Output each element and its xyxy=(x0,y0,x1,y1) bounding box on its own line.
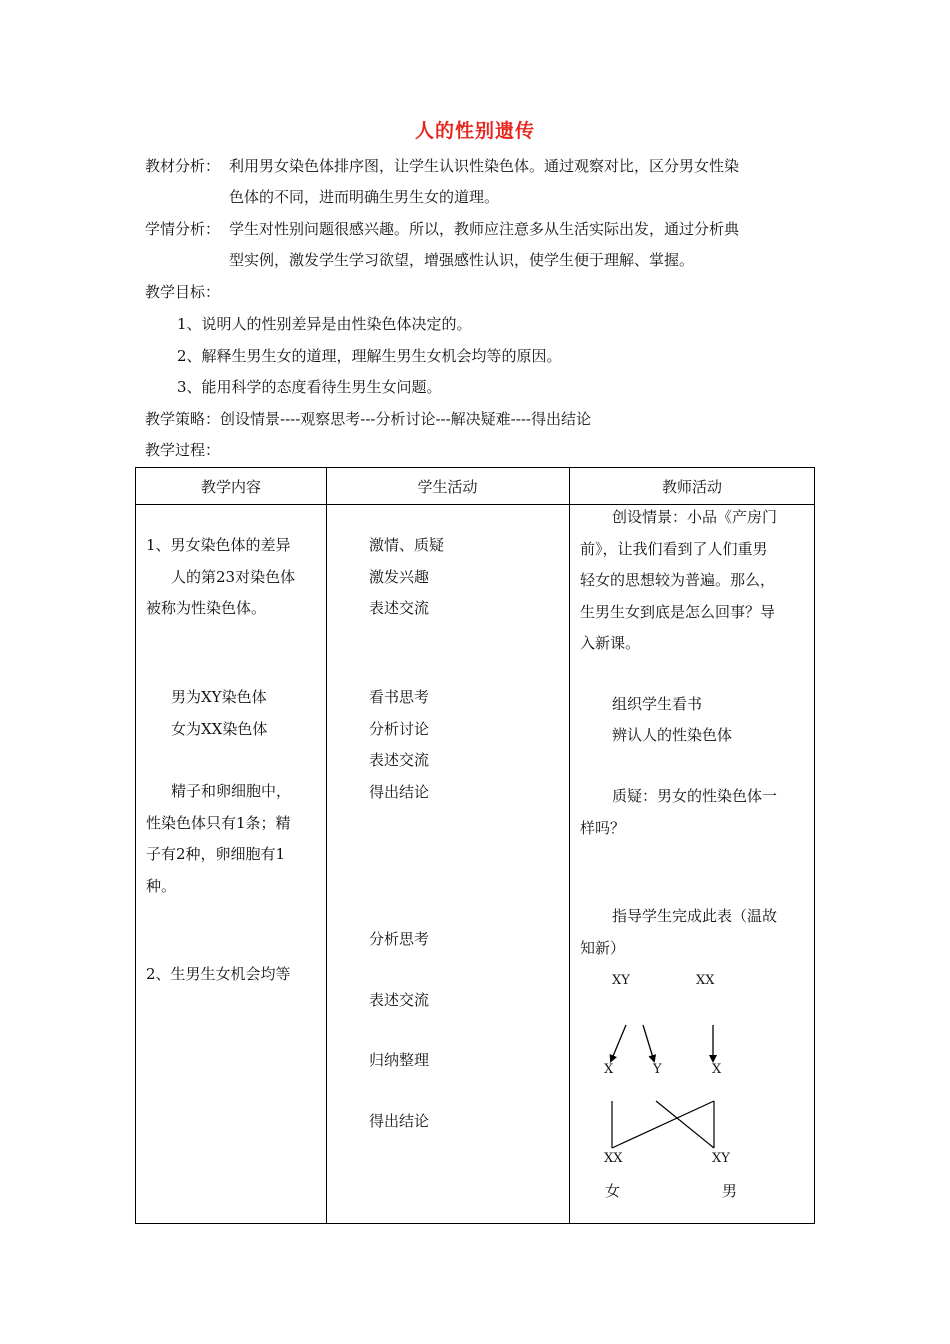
goal-item: 3、能用科学的态度看待生男生女问题。 xyxy=(177,378,442,396)
inheritance-diagram xyxy=(136,468,816,1225)
teacher-activity: 知新） xyxy=(580,939,626,957)
teacher-activity: 组织学生看书 xyxy=(612,695,703,713)
child-xy: XY xyxy=(712,1151,730,1166)
teacher-activity: 前》，让我们看到了人们重男 xyxy=(580,540,768,558)
content-text: 子有2种，卵细胞有1 xyxy=(146,845,286,863)
arrow-to-y-sperm xyxy=(643,1025,654,1061)
teacher-activity: 创设情景：小品《产房门 xyxy=(612,508,778,526)
content-text: 男为XY染色体 xyxy=(171,688,267,706)
gamete-x-egg: X xyxy=(712,1062,722,1077)
gamete-x: X xyxy=(604,1062,614,1077)
student-activity: 分析讨论 xyxy=(369,720,430,738)
analysis-line-2: 色体的不同，进而明确生男生女的道理。 xyxy=(229,188,500,206)
girl-label: 女 xyxy=(605,1182,621,1200)
content-text: 女为XX染色体 xyxy=(171,720,268,738)
student-activity: 表述交流 xyxy=(369,599,430,617)
student-analysis-label: 学情分析： xyxy=(145,220,221,238)
strategy-line: 教学策略：创设情景----观察思考---分析讨论---解决疑难----得出结论 xyxy=(145,410,591,428)
content-heading-1: 1、男女染色体的差异 xyxy=(146,536,291,554)
content-text: 精子和卵细胞中， xyxy=(171,782,292,800)
content-heading-2: 2、生男生女机会均等 xyxy=(146,965,291,983)
cross-line-girl xyxy=(612,1101,714,1148)
cross-line-boy xyxy=(656,1101,714,1148)
gamete-y: Y xyxy=(653,1062,662,1077)
boy-label: 男 xyxy=(722,1182,738,1200)
student-activity: 激发兴趣 xyxy=(369,568,430,586)
student-analysis-line-2: 型实例，激发学生学习欲望，增强感性认识，使学生便于理解、掌握。 xyxy=(229,251,695,269)
student-activity: 归纳整理 xyxy=(369,1051,430,1069)
teacher-activity: 样吗？ xyxy=(580,819,626,837)
header-content: 教学内容 xyxy=(200,478,261,496)
teacher-activity: 质疑：男女的性染色体一 xyxy=(612,787,778,805)
father-genotype: XY xyxy=(612,973,630,988)
student-activity: 激情、质疑 xyxy=(369,536,445,554)
goal-item: 2、解释生男生女的道理，理解生男生女机会均等的原因。 xyxy=(177,347,562,365)
student-activity: 得出结论 xyxy=(369,783,430,801)
header-teacher-activity: 教师活动 xyxy=(661,478,722,496)
student-activity: 分析思考 xyxy=(369,930,430,948)
student-activity: 看书思考 xyxy=(369,688,430,706)
content-text: 被称为性染色体。 xyxy=(146,599,267,617)
page-title: 人的性别遗传 xyxy=(414,120,535,142)
process-label: 教学过程： xyxy=(145,441,221,459)
teacher-activity: 生男生女到底是怎么回事？导 xyxy=(580,603,776,621)
teacher-activity: 指导学生完成此表（温故 xyxy=(612,907,778,925)
teacher-activity: 辨认人的性染色体 xyxy=(612,726,733,744)
child-xx: XX xyxy=(604,1151,623,1166)
content-text: 人的第23对染色体 xyxy=(171,568,296,586)
goals-label: 教学目标： xyxy=(145,283,221,301)
teacher-activity: 入新课。 xyxy=(580,634,641,652)
student-activity: 表述交流 xyxy=(369,751,430,769)
teacher-activity: 轻女的思想较为普遍。那么， xyxy=(580,571,776,589)
content-text: 性染色体只有1条；精 xyxy=(146,814,291,832)
arrow-to-x-sperm xyxy=(611,1025,626,1061)
lesson-table xyxy=(135,467,815,1224)
student-activity: 表述交流 xyxy=(369,991,430,1009)
student-activity: 得出结论 xyxy=(369,1112,430,1130)
mother-genotype: XX xyxy=(696,973,715,988)
header-student-activity: 学生活动 xyxy=(417,478,478,496)
student-analysis-line-1: 学生对性别问题很感兴趣。所以，教师应注意多从生活实际出发，通过分析典 xyxy=(229,220,740,238)
content-text: 种。 xyxy=(146,877,177,895)
analysis-line-1: 利用男女染色体排序图，让学生认识性染色体。通过观察对比，区分男女性染 xyxy=(229,157,740,175)
analysis-label: 教材分析： xyxy=(145,157,221,175)
goal-item: 1、说明人的性别差异是由性染色体决定的。 xyxy=(177,315,472,333)
